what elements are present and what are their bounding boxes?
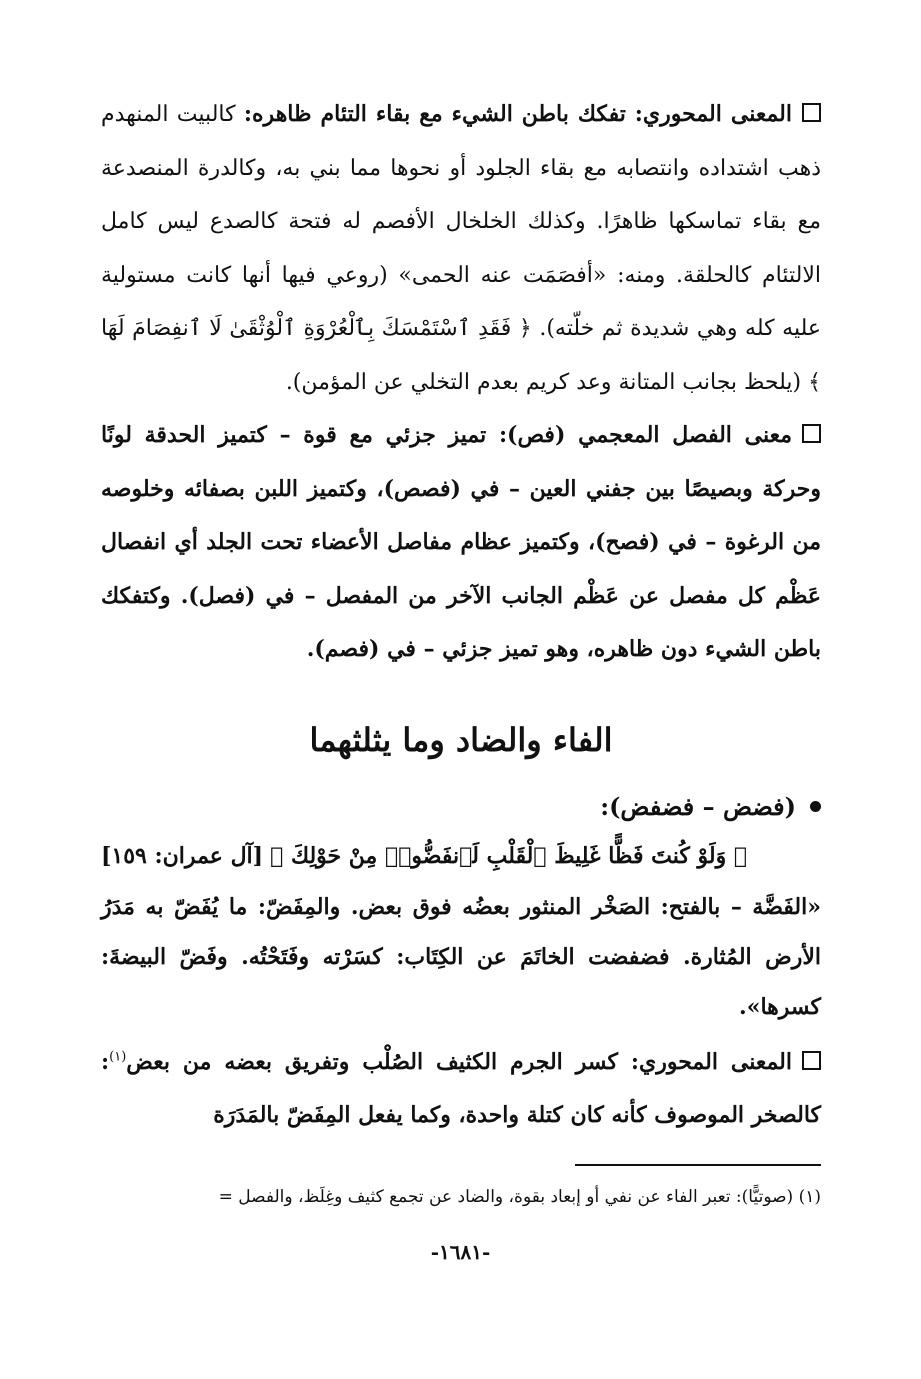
square-marker-icon — [802, 424, 821, 443]
paragraph-fadd-meaning — [101, 1036, 821, 1143]
lexicon-quote: «الفَضَّة – بالفتح: الصَخْر المنثور بعضُه فوق بعض. والمِفَضّ: ما يُفَضّ به مَدَرُ الأرض المُثارة. فضفضت الخاتَمَ عن الكِتَاب: كسَرْته وفَتَحْتُه. وفَضّ البيضةَ: كسرها». — [101, 893, 821, 1020]
entry-title — [101, 783, 821, 831]
quran-verse: ﴿ وَلَوْ كُنتَ فَظًّا غَلِيظَ ٱلْقَلْبِ لَٱنفَضُّوا۟ مِنْ حَوْلِكَ ﴾ — [270, 842, 748, 869]
paragraph-fass-meaning — [101, 409, 821, 677]
paragraph-text: المعنى المحوري: كسر الجرم الكثيف الصُلْب وتفريق بعضه من بعض — [126, 1048, 792, 1075]
verse-reference: [آل عمران: ١٥٩] — [101, 842, 264, 869]
paragraph-text-continued: : كالصخر الموصوف كأنه كان كتلة واحدة، وكما يفعل المِفَضّ بالمَدَرَة — [101, 1048, 821, 1128]
paragraph-fasm-meaning — [101, 88, 821, 409]
bullet-icon — [810, 801, 821, 812]
square-marker-icon — [802, 103, 821, 122]
footnote: (١) (صوتيًّا): تعبر الفاء عن نفي أو إبعاد بقوة، والضاد عن تجمع كثيف وغِلَظ، والفصل = — [218, 1187, 821, 1207]
page-number: -١٦٨١- — [430, 1240, 491, 1264]
quran-verse-line — [101, 831, 821, 882]
square-marker-icon — [802, 1051, 821, 1070]
section-heading: الفاء والضاد وما يثلثهما — [309, 720, 613, 759]
paragraph-lead: المعنى المحوري: تفكك باطن الشيء مع بقاء التئام ظاهره: — [243, 101, 792, 127]
footnote-marker[interactable]: (١) — [109, 1049, 127, 1065]
paragraph-text: كالبيت المنهدم ذهب اشتداده وانتصابه مع بقاء الجلود أو نحوها مما بني به، وكالدرة المنصدعة مع بقاء تماسكها ظاهرًا. وكذلك الخلخال الأفصم له فتحة كالصدع ليس كامل الالتئام كالحلقة. ومنه: «أفصَمَت عنه الحمى» (روعي فيها أنها كانت مستولية عليه كله وهي شديدة ثم خلّته). ﴿ فَقَدِ ٱسْتَمْسَكَ بِٱلْعُرْوَةِ ٱلْوُثْقَىٰ لَا ٱنفِصَامَ لَهَا ﴾ (يلحظ بجانب المتانة وعد كريم بعدم التخلي عن المؤمن). — [101, 102, 821, 395]
page-body — [101, 88, 821, 1143]
paragraph-text: معنى الفصل المعجمي (فص): تميز جزئي مع قوة – كتميز الحدقة لونًا وحركة وبصيصًا بين جفني العين – في (فصص)، وكتميز اللبن بصفائه وخلوصه من الرغوة – في (فصح)، وكتميز عظام مفاصل الأعضاء تحت الجلد أي انفصال عَظْم كل مفصل عن عَظْم الجانب الآخر من المفصل – في (فصل). وكتفكك باطن الشيء دون ظاهره، وهو تميز جزئي – في (فصم). — [101, 422, 821, 662]
entry-title-text: (فضض – فضفض): — [600, 791, 796, 821]
footnote-divider — [575, 1164, 821, 1166]
